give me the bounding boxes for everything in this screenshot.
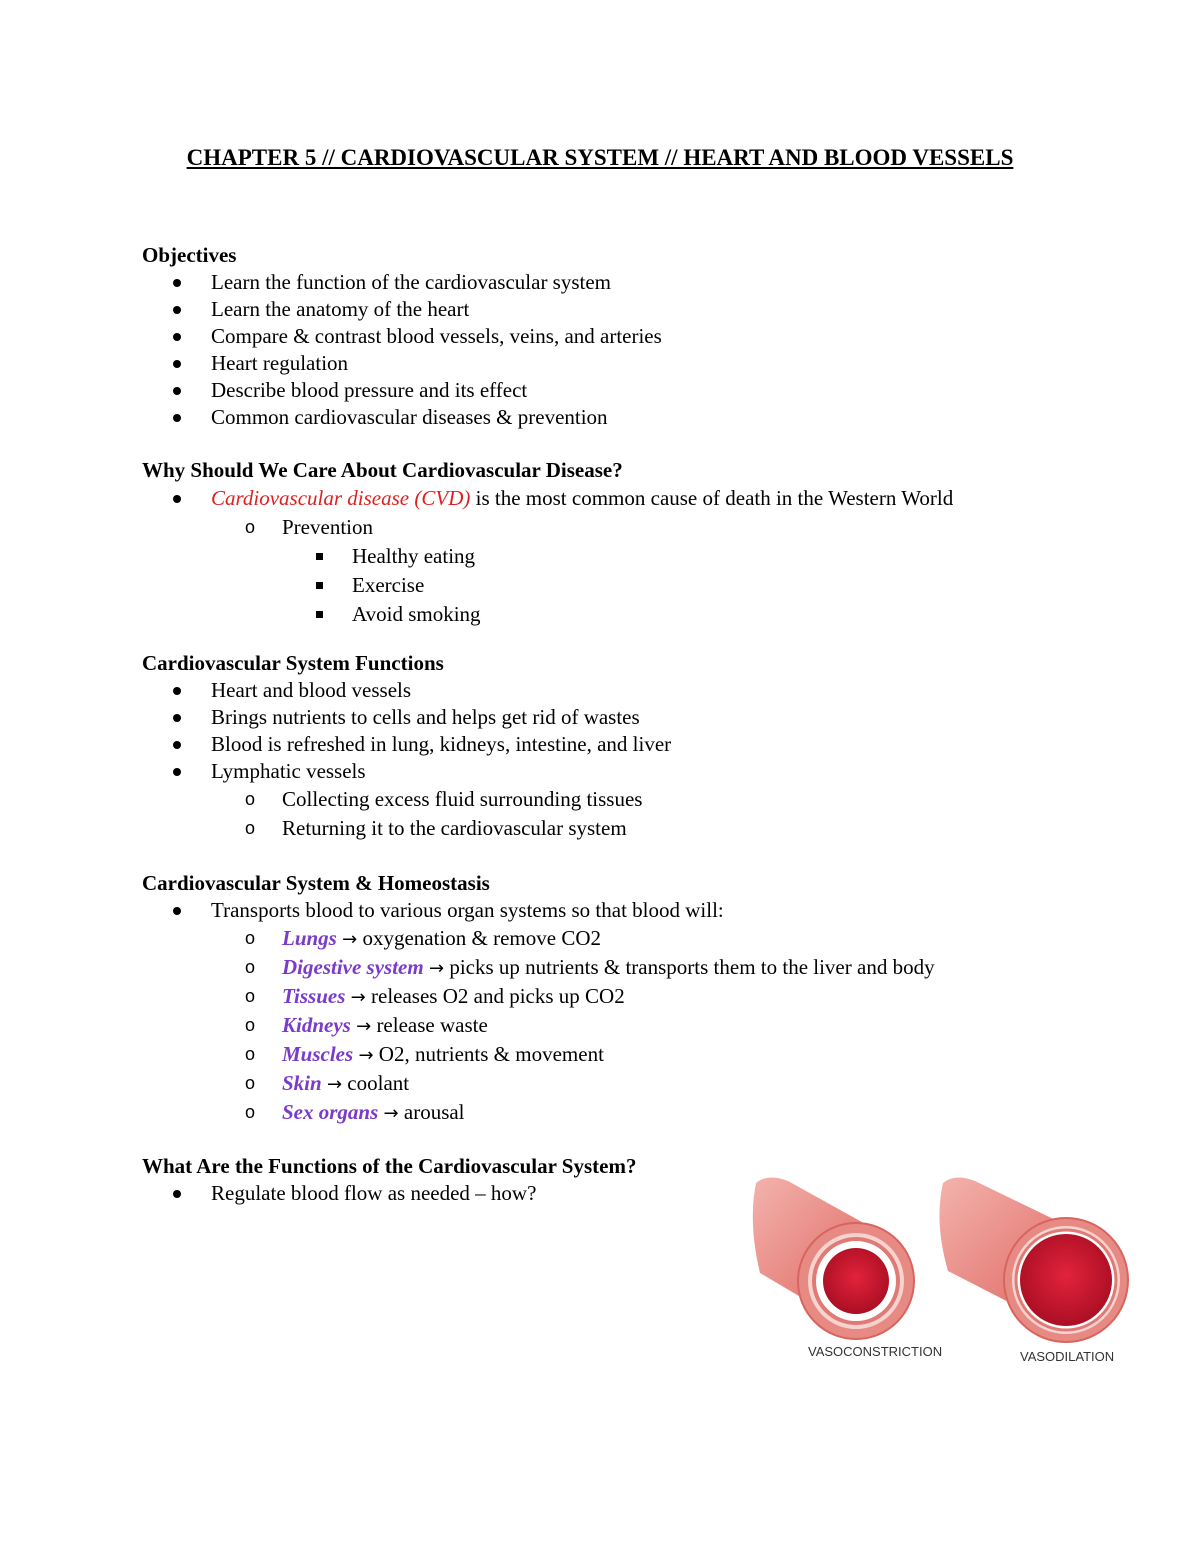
circle-bullet-icon: o [245, 1015, 256, 1035]
list-item: Avoid smoking [142, 600, 953, 629]
bullet-icon [173, 377, 181, 404]
bullet-icon [173, 731, 181, 758]
page-title: CHAPTER 5 // CARDIOVASCULAR SYSTEM // HEART AND BLOOD VESSELS [186, 145, 1014, 170]
arrow-right-icon: → [342, 929, 358, 950]
functions-section [142, 650, 671, 843]
square-bullet-icon [316, 571, 323, 600]
list-item: Regulate blood flow as needed – how? [142, 1180, 636, 1207]
regulation-heading: What Are the Functions of the Cardiovascular System? [142, 1154, 637, 1178]
circle-bullet-icon: o [245, 928, 256, 948]
circle-bullet-icon: o [245, 1073, 256, 1093]
arrow-right-icon: → [356, 1016, 372, 1037]
circle-bullet-icon: o [245, 1102, 256, 1122]
list-item: o Digestive system → picks up nutrients & transports them to the liver and body [142, 953, 935, 982]
functions-heading: Cardiovascular System Functions [142, 651, 444, 675]
list-item: Cardiovascular disease (CVD) is the most common cause of death in the Western World [142, 484, 953, 513]
arrow-right-icon: → [326, 1074, 343, 1095]
regulation-section [142, 1153, 636, 1207]
bullet-icon [173, 296, 181, 323]
list-item: o Skin → coolant [142, 1069, 935, 1098]
organ-term: Muscles [282, 1042, 354, 1066]
organ-term: Lungs [282, 926, 337, 950]
organ-term: Skin [282, 1071, 322, 1095]
bullet-icon [173, 323, 181, 350]
circle-bullet-icon: o [245, 1044, 256, 1064]
vessel-illustration [748, 1163, 1130, 1373]
arrow-right-icon: → [358, 1045, 374, 1066]
list-item: o Tissues → releases O2 and picks up CO2 [142, 982, 935, 1011]
cvd-term: Cardiovascular disease (CVD) [211, 486, 471, 510]
bullet-icon [173, 1180, 181, 1207]
circle-bullet-icon: o [245, 986, 256, 1006]
list-item: Heart regulation [142, 350, 662, 377]
bullet-icon [173, 897, 181, 924]
list-item: Lymphatic vessels [142, 758, 671, 785]
organ-term: Kidneys [282, 1013, 351, 1037]
list-item: o Sex organs → arousal [142, 1098, 935, 1127]
bullet-icon [173, 758, 181, 785]
list-item: Describe blood pressure and its effect [142, 377, 662, 404]
bullet-icon [173, 269, 181, 296]
list-item: Learn the anatomy of the heart [142, 296, 662, 323]
circle-bullet-icon: o [245, 789, 256, 809]
arrow-right-icon: → [350, 987, 366, 1008]
bullet-icon [173, 704, 181, 731]
circle-bullet-icon: o [245, 957, 256, 977]
list-item: Brings nutrients to cells and helps get rid of wastes [142, 704, 671, 731]
list-item: Transports blood to various organ systems so that blood will: [142, 897, 935, 924]
list-item: Heart and blood vessels [142, 677, 671, 704]
homeostasis-section [142, 870, 935, 1127]
bullet-icon [173, 677, 181, 704]
organ-term: Sex organs [282, 1100, 379, 1124]
list-item: Learn the function of the cardiovascular system [142, 269, 662, 296]
homeostasis-heading: Cardiovascular System & Homeostasis [142, 871, 490, 895]
objectives-heading: Objectives [142, 243, 237, 267]
list-item: o Prevention [142, 513, 953, 542]
arrow-right-icon: → [383, 1103, 399, 1124]
vasodilation-label: VASODILATION [1020, 1349, 1115, 1364]
bullet-icon [173, 350, 181, 377]
circle-bullet-icon: o [245, 818, 256, 838]
circle-bullet-icon: o [245, 517, 256, 537]
list-item: Blood is refreshed in lung, kidneys, intestine, and liver [142, 731, 671, 758]
list-item: o Returning it to the cardiovascular system [142, 814, 671, 843]
vasoconstriction-vessel [753, 1177, 914, 1339]
list-item: Exercise [142, 571, 953, 600]
list-item: o Collecting excess fluid surrounding tissues [142, 785, 671, 814]
organ-term: Tissues [282, 984, 346, 1008]
list-item: Common cardiovascular diseases & prevention [142, 404, 662, 431]
list-item: Compare & contrast blood vessels, veins, and arteries [142, 323, 662, 350]
vasodilation-vessel [939, 1177, 1128, 1342]
objectives-section [142, 242, 662, 431]
bullet-icon [173, 404, 181, 431]
bullet-icon [173, 484, 181, 513]
list-item: o Muscles → O2, nutrients & movement [142, 1040, 935, 1069]
organ-term: Digestive system [282, 955, 424, 979]
why-care-heading: Why Should We Care About Cardiovascular Disease? [142, 458, 623, 482]
arrow-right-icon: → [428, 958, 445, 979]
vasoconstriction-label: VASOCONSTRICTION [808, 1344, 943, 1359]
list-item: Healthy eating [142, 542, 953, 571]
list-item: o Kidneys → release waste [142, 1011, 935, 1040]
why-care-section [142, 457, 953, 629]
square-bullet-icon [316, 600, 323, 629]
square-bullet-icon [316, 542, 323, 571]
list-item: o Lungs → oxygenation & remove CO2 [142, 924, 935, 953]
